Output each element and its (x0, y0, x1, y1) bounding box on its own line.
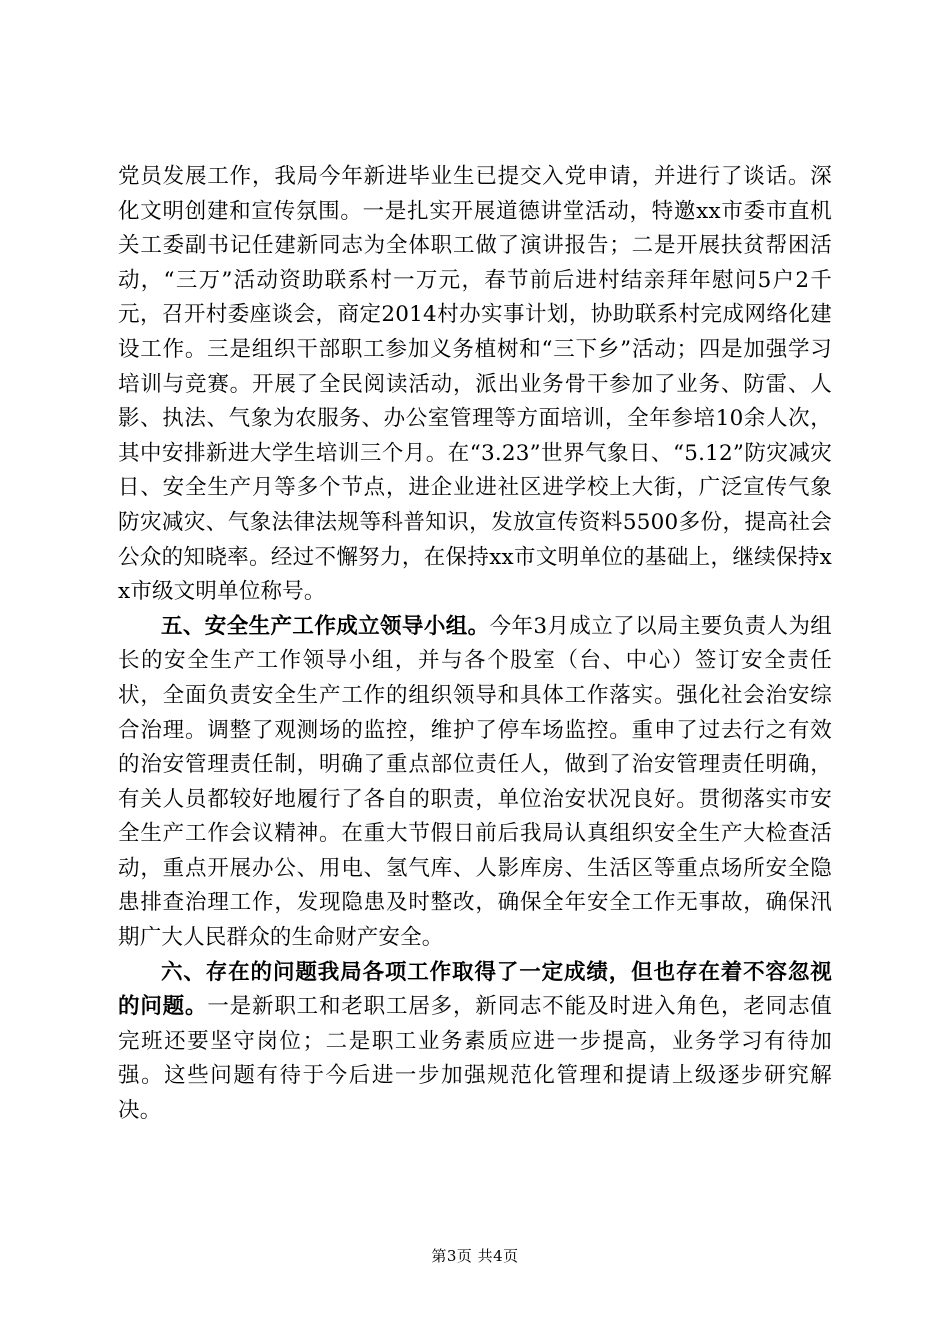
document-body (118, 160, 832, 1129)
paragraph-safety-production (118, 610, 832, 956)
paragraph-text: 党员发展工作，我局今年新进毕业生已提交入党申请，并进行了谈话。深化文明创建和宣传氛围。一是扎实开展道德讲堂活动，特邀xx市委市直机关工委副书记任建新同志为全体职工做了演讲报告；二是开展扶贫帮困活动，“三万”活动资助联系村一万元，春节前后进村结亲拜年慰问5户2千元，召开村委座谈会，商定2014村办实事计划，协助联系村完成网络化建设工作。三是组织干部职工参加义务植树和“三下乡”活动；四是加强学习培训与竞赛。开展了全民阅读活动，派出业务骨干参加了业务、防雷、人影、执法、气象为农服务、办公室管理等方面培训，全年参培10余人次，其中安排新进大学生培训三个月。在“3.23”世界气象日、“5.12”防灾减灾日、安全生产月等多个节点，进企业进社区进学校上大街，广泛宣传气象防灾减灾、气象法律法规等科普知识，发放宣传资料5500多份，提高社会公众的知晓率。经过不懈努力，在保持xx市文明单位的基础上，继续保持xx市级文明单位称号。 (118, 164, 832, 605)
page-number-footer: 第3页 共4页 (431, 1247, 519, 1265)
paragraph-party-development (118, 160, 832, 610)
section-heading-problems: 六、存在的问题我局各项工作取得了一定成绩，但也存在着不容忽视的问题。 (118, 959, 832, 1020)
paragraph-text: 一是新职工和老职工居多，新同志不能及时进入角色，老同志值完班还要坚守岗位；二是职工业务素质应进一步提高，业务学习有待加强。这些问题有待于今后进一步加强规范化管理和提请上级逐步研究解决。 (118, 994, 832, 1124)
paragraph-existing-problems (118, 956, 832, 1129)
paragraph-text: 今年3月成立了以局主要负责人为组长的安全生产工作领导小组，并与各个股室（台、中心）签订安全责任状，全面负责安全生产工作的组织领导和具体工作落实。强化社会治安综合治理。调整了观测场的监控，维护了停车场监控。重申了过去行之有效的治安管理责任制，明确了重点部位责任人，做到了治安管理责任明确，有关人员都较好地履行了各自的职责，单位治安状况良好。贯彻落实市安全生产工作会议精神。在重大节假日前后我局认真组织安全生产大检查活动，重点开展办公、用电、氢气库、人影库房、生活区等重点场所安全隐患排查治理工作，发现隐患及时整改，确保全年安全工作无事故，确保汛期广大人民群众的生命财产安全。 (118, 613, 832, 951)
section-heading-safety: 五、安全生产工作成立领导小组。 (161, 613, 490, 639)
